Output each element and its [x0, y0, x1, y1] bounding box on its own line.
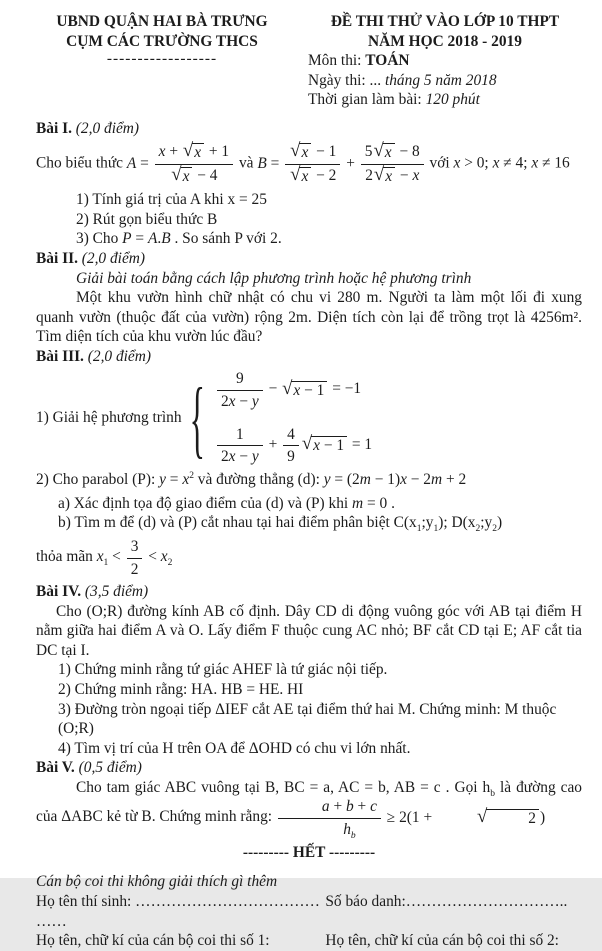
subject-label: Môn thi:: [308, 52, 366, 70]
problem-text: [36, 778, 582, 842]
problem-text: [36, 288, 582, 347]
date-line: [308, 71, 582, 91]
issuing-authority-block: [36, 12, 288, 110]
section-bai-3: [36, 347, 582, 578]
exam-title-block: [288, 12, 582, 110]
proctor2-line: Họ tên, chữ kí của cán bộ coi thi số 2:: [325, 932, 559, 950]
candidate-info-row: [36, 892, 582, 931]
text-segment: Giải bài toán bằng cách lập phương trình hoặc hệ phương trình: [76, 269, 472, 287]
math-expression: $x_1$ < $\frac{3}{2}$ < $x_2$: [96, 537, 173, 578]
section-bai-2: [36, 249, 582, 347]
proctor-signature-row: [36, 931, 582, 951]
equation-2: $\frac{1}{2x - y}$ + $\frac{4}{9}$ √ x − 1 = 1: [215, 425, 372, 466]
math-expression: P = A.B: [122, 230, 171, 248]
system-equations: [215, 369, 372, 466]
proctor-note: Cán bộ coi thi không giải thích gì thêm: [36, 873, 278, 891]
method-note: [76, 269, 582, 289]
text-segment: với: [425, 154, 454, 172]
duration-label: Thời gian làm bài:: [308, 91, 426, 109]
item-2: [76, 210, 582, 230]
math-expression: B = √ x − 1 √ x − 2 + 5 √ x − 8 2 √ x − x: [257, 155, 425, 172]
item-4: [58, 739, 582, 759]
item-1: [76, 190, 582, 210]
text-segment: và đường thẳng (d):: [193, 471, 324, 489]
system-brace: {: [189, 369, 205, 467]
text-segment: 2) Rút gọn biểu thức B: [76, 210, 218, 228]
text-segment: Bài II.: [36, 249, 82, 267]
document-body: [36, 119, 582, 863]
date-value: tháng 5 năm 2018: [384, 71, 497, 89]
item-3: [58, 700, 582, 739]
math-expression: $h_b$: [482, 778, 495, 799]
text-segment: Cho (O;R) đường kính AB cố định. Dây CD di động vuông góc với AB tại điểm H nằm giữa hai điểm A và O. Lấy điểm F thuộc cung AC nhỏ; BF cắt CD tại E; AF cắt tia DC tại I.: [36, 602, 582, 659]
text-segment: 2) Chứng minh rằng: HA. HB = HE. HI: [58, 681, 304, 699]
text-segment: Bài V.: [36, 759, 79, 777]
heading-bai-3: [36, 347, 582, 367]
candidate-number-line: Số báo danh:…………………………..: [325, 892, 568, 910]
math-expression: $C(x_1;y_1)$; $D(x_2;y_2)$: [393, 514, 503, 535]
text-segment: 2) Cho parabol (P):: [36, 471, 160, 489]
equation-1: $\frac{9}{2x - y}$ − √ x − 1 = −1: [215, 369, 372, 410]
item-1: [58, 660, 582, 680]
text-segment: 1) Giải hệ phương trình: [36, 408, 182, 426]
exam-title-line-1: ĐỀ THI THỬ VÀO LỚP 10 THPT: [330, 13, 560, 30]
text-segment: Cho tam giác ABC vuông tại B, BC = a, AC = b, AB = c . Gọi: [76, 778, 483, 796]
heading-bai-4: [36, 582, 582, 602]
math-expression: x > 0; x ≠ 4; x ≠ 16: [453, 154, 570, 172]
system-label: [36, 408, 182, 428]
text-segment: 1) Tính giá trị của A khi x = 25: [76, 191, 267, 209]
text-segment: 1) Chứng minh rằng tứ giác AHEF là tứ giác nội tiếp.: [58, 661, 388, 679]
item-2a: [58, 494, 582, 514]
document-header: [36, 12, 582, 110]
text-segment: và: [235, 154, 258, 172]
authority-line-2: CỤM CÁC TRƯỜNG THCS: [66, 32, 258, 50]
authority-line-1: UBND QUẬN HAI BÀ TRƯNG: [56, 13, 268, 30]
section-bai-1: [36, 119, 582, 249]
text-segment: (2,0 điểm): [81, 249, 146, 267]
text-segment: thỏa mãn: [36, 548, 97, 566]
section-bai-5: [36, 758, 582, 862]
text-segment: b) Tìm m để (d) và (P) cắt nhau tại hai điểm phân biệt: [58, 514, 394, 532]
text-segment: --------- HẾT ---------: [242, 843, 376, 861]
text-segment: Cho biểu thức: [36, 154, 127, 172]
date-label: Ngày thi: ...: [308, 71, 385, 89]
section-bai-4: [36, 582, 582, 758]
text-segment: (2,0 điểm): [75, 119, 140, 137]
text-segment: .: [387, 494, 395, 512]
heading-bai-1: [36, 119, 582, 139]
text-segment: (3,5 điểm): [84, 583, 149, 601]
math-expression: y = (2m − 1)x − 2m + 2: [323, 471, 467, 489]
item-2: [58, 680, 582, 700]
subject-line: [308, 51, 582, 71]
text-segment: Bài I.: [36, 119, 76, 137]
text-segment: 3) Cho: [76, 230, 123, 248]
text-segment: (2,0 điểm): [87, 347, 152, 365]
expression-definition: [36, 142, 582, 186]
text-segment: a) Xác định tọa độ giao điểm của (d) và (P) khi: [58, 494, 353, 512]
text-segment: Bài III.: [36, 347, 88, 365]
text-segment: . So sánh P với 2.: [170, 230, 282, 248]
text-segment: Bài IV.: [36, 583, 85, 601]
end-marker: [36, 843, 582, 863]
math-expression: m = 0: [352, 494, 388, 512]
item-2b: [58, 513, 582, 533]
system-of-equations: [36, 369, 582, 466]
heading-bai-5: [36, 758, 582, 778]
candidate-name-line: Họ tên thí sinh: ……………………………… ……: [36, 892, 320, 930]
subject-value: TOÁN: [365, 52, 410, 70]
header-separator: ------------------: [106, 50, 218, 68]
duration-value: 120 phút: [425, 91, 480, 109]
text-segment: (0,5 điểm): [78, 759, 142, 777]
text-segment: 4) Tìm vị trí của H trên OA để ΔOHD có chu vi lớn nhất.: [58, 739, 411, 757]
text-segment: 3) Đường tròn ngoại tiếp ΔIEF cắt AE tại điểm thứ hai M. Chứng minh: M thuộc (O;R): [58, 700, 557, 738]
item-2b-condition: [36, 537, 582, 578]
item-3: [76, 229, 582, 249]
item-2: [36, 470, 582, 490]
math-expression: $y = x^2$: [159, 470, 194, 489]
exam-title-line-2: NĂM HỌC 2018 - 2019: [368, 32, 522, 50]
proctor1-line: Họ tên, chữ kí của cán bộ coi thi số 1:: [36, 932, 270, 950]
heading-bai-2: [36, 249, 582, 269]
problem-text: [36, 602, 582, 661]
duration-line: [308, 90, 582, 110]
math-expression: $\frac{a + b + c}{h_b}$ ≥ 2(1 + √ 2 ): [276, 809, 545, 826]
text-segment: là đường cao của ΔABC kẻ từ B. Chứng minh rằng:: [36, 778, 582, 826]
document-footer: [36, 872, 582, 950]
text-segment: Một khu vườn hình chữ nhật có chu vi 280 m. Người ta làm một lối đi xung quanh vườn (thuộc đất của vườn) rộng 2m. Diện tích còn lại để trồng trọt là 4256m². Tìm diện tích của khu vườn lúc đầu?: [36, 289, 582, 346]
math-expression: A = x + √ x + 1 √ x − 4: [127, 155, 235, 172]
